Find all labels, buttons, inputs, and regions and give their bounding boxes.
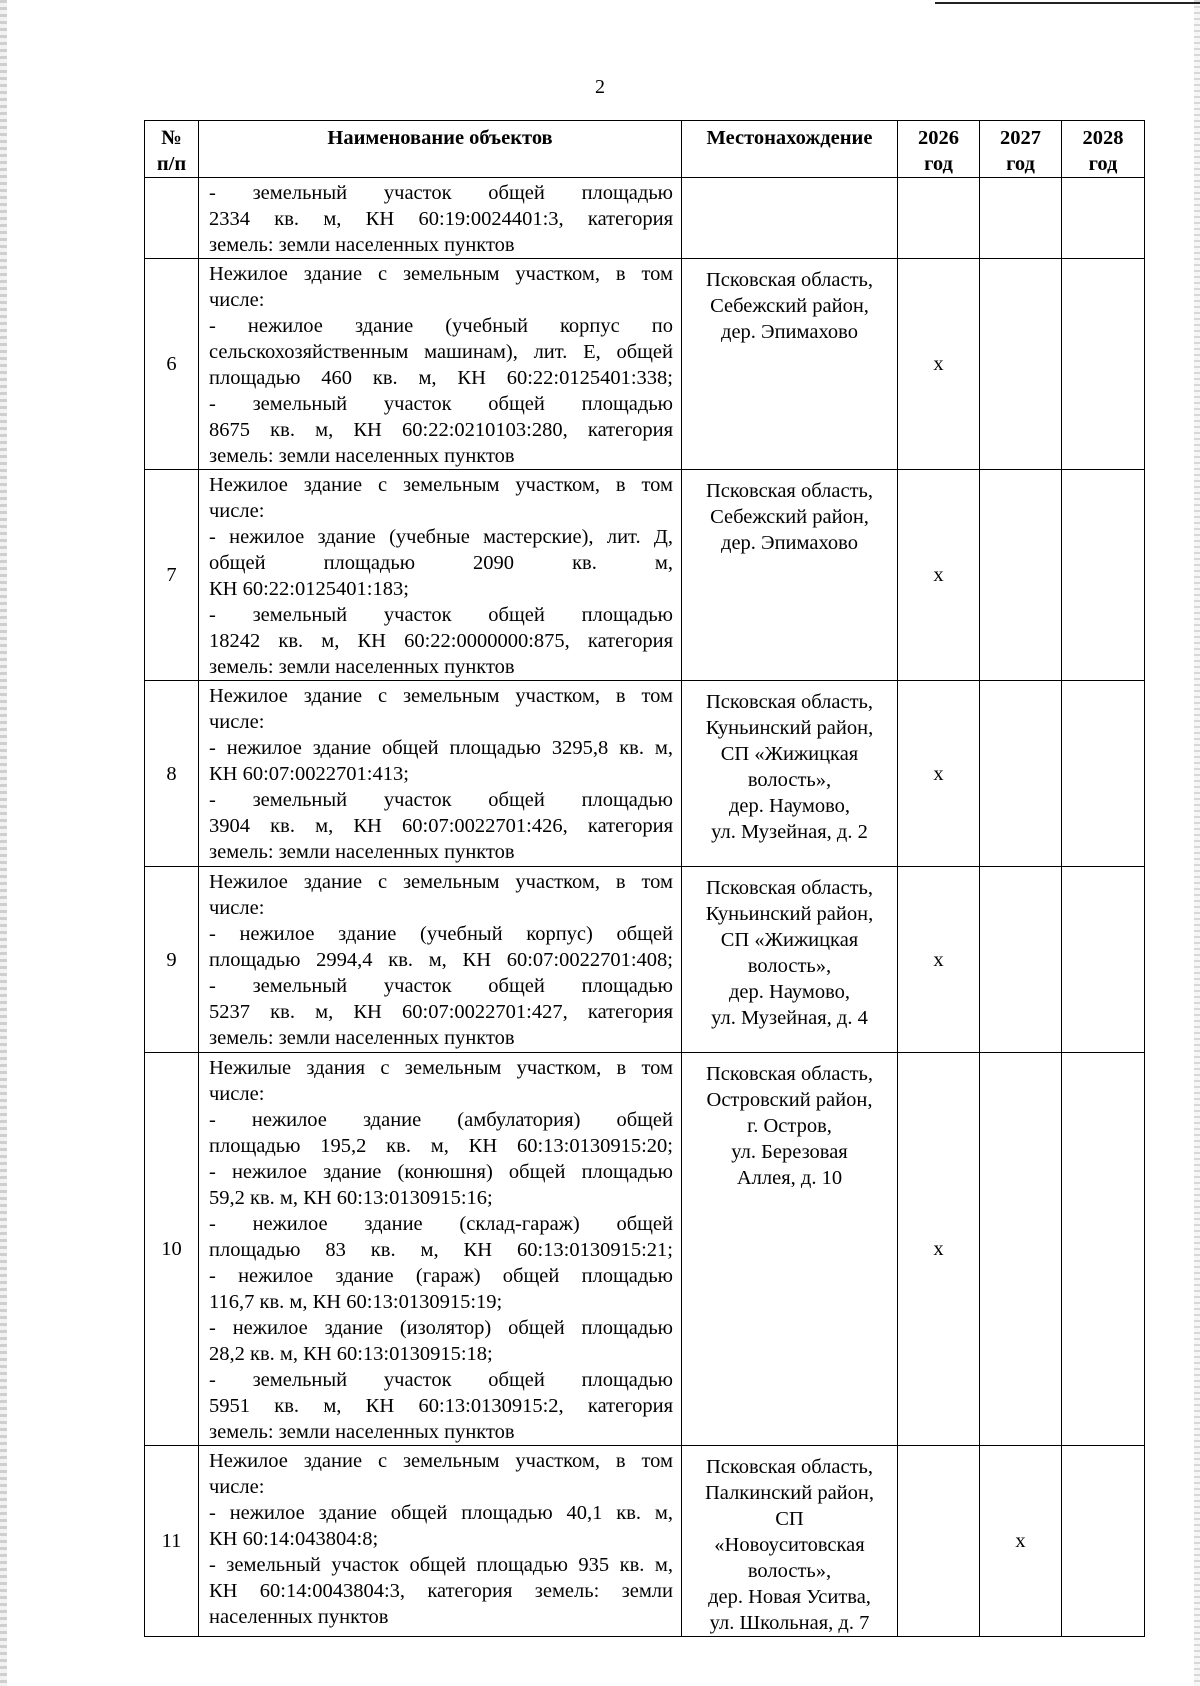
object-name-line: - нежилое здание (конюшня) общей площадью (209, 1161, 673, 1183)
object-name-line: - земельный участок общей площадью (209, 604, 673, 626)
row-number: 11 (145, 1446, 199, 1637)
table-row (145, 178, 1145, 259)
object-name (199, 178, 682, 259)
header-location: Местонахождение (682, 121, 898, 178)
year-mark-2026: x (898, 867, 980, 1053)
location-line: Псковская область, (705, 1063, 874, 1085)
object-name-line: Нежилое здание с земельным участком, в том (209, 474, 673, 496)
object-name-line: площадью 460 кв. м, КН 60:22:0125401:338; (209, 367, 673, 389)
location-line: волость», (747, 955, 832, 977)
location-line: Псковская область, (705, 877, 874, 899)
top-rule (935, 2, 1200, 4)
object-name-line: - нежилое здание (амбулатория) общей (209, 1109, 673, 1131)
object-name (199, 1053, 682, 1446)
object-name-line: общей площадью 2090 кв. м, (209, 552, 673, 574)
scan-left-edge (0, 0, 7, 1686)
object-name-line: - земельный участок общей площадью (209, 182, 673, 204)
year-mark-2028 (1062, 259, 1145, 470)
object-name-line: - нежилое здание (изолятор) общей площадью (209, 1317, 673, 1339)
location-line: Аллея, д. 10 (736, 1167, 843, 1189)
object-name (199, 681, 682, 867)
location-line: дер. Наумово, (728, 795, 850, 817)
location-line: Палкинский район, (704, 1482, 874, 1504)
object-name-line: земель: земли населенных пунктов (209, 234, 515, 256)
year-mark-2027 (980, 178, 1062, 259)
year-mark-2027: x (980, 1446, 1062, 1637)
location-line: Куньинский район, (705, 903, 874, 925)
object-name-line: площадью 83 кв. м, КН 60:13:0130915:21; (209, 1239, 673, 1261)
year-mark-2026: x (898, 470, 980, 681)
header-name: Наименование объектов (199, 121, 682, 178)
location-line: волость», (747, 769, 832, 791)
header-2027-word: год (1006, 153, 1035, 175)
header-num (145, 121, 199, 178)
object-location (682, 867, 898, 1053)
year-mark-2026: x (898, 259, 980, 470)
object-location (682, 259, 898, 470)
object-name-line: - нежилое здание (склад-гараж) общей (209, 1213, 673, 1235)
object-name-line: КН 60:14:0043804:3, категория земель: земли (209, 1580, 673, 1602)
object-name-line: площадью 2994,4 кв. м, КН 60:07:0022701:408; (209, 949, 673, 971)
location-line: Псковская область, (705, 691, 874, 713)
location-line: ул. Березовая (731, 1141, 848, 1163)
location-line: Псковская область, (705, 480, 874, 502)
location-line: Псковская область, (705, 269, 874, 291)
object-name (199, 1446, 682, 1637)
header-2028-word: год (1088, 153, 1118, 175)
location-line: дер. Эпимахово (721, 321, 858, 343)
table-row (145, 259, 1145, 470)
object-location (682, 178, 898, 259)
object-name-line: 5951 кв. м, КН 60:13:0130915:2, категория (209, 1395, 673, 1417)
object-name-line: Нежилое здание с земельным участком, в том (209, 263, 673, 285)
header-2026 (898, 121, 980, 178)
header-2028-year: 2028 (1082, 127, 1124, 149)
location-line: ул. Школьная, д. 7 (709, 1612, 870, 1634)
object-name (199, 470, 682, 681)
object-name-line: Нежилое здание с земельным участком, в том (209, 871, 673, 893)
year-mark-2028 (1062, 470, 1145, 681)
page-number: 2 (595, 76, 605, 98)
header-2026-word: год (924, 153, 953, 175)
scan-right-edge (1194, 0, 1200, 1686)
location-line: Островский район, (706, 1089, 873, 1111)
year-mark-2028 (1062, 867, 1145, 1053)
object-name-line: - нежилое здание общей площадью 40,1 кв. м, (209, 1502, 673, 1524)
object-location (682, 1053, 898, 1446)
object-name-line: населенных пунктов (209, 1606, 389, 1628)
object-name-line: 8675 кв. м, КН 60:22:0210103:280, категория (209, 419, 673, 441)
object-name-line: - нежилое здание (учебный корпус) общей (209, 923, 673, 945)
objects-table (144, 120, 1145, 1637)
object-location (682, 470, 898, 681)
object-name-line: числе: (209, 897, 265, 919)
object-name-line: земель: земли населенных пунктов (209, 656, 515, 678)
year-mark-2028 (1062, 1446, 1145, 1637)
object-name-line: числе: (209, 1476, 265, 1498)
object-name-line: КН 60:14:043804:8; (209, 1528, 379, 1550)
location-line: «Новоуситовская (714, 1534, 865, 1556)
object-name-line: - земельный участок общей площадью (209, 975, 673, 997)
object-name-line: КН 60:22:0125401:183; (209, 578, 409, 600)
year-mark-2027 (980, 867, 1062, 1053)
location-line: г. Остров, (747, 1115, 832, 1137)
location-line: ул. Музейная, д. 4 (711, 1007, 868, 1029)
object-name-line: - нежилое здание общей площадью 3295,8 кв. м, (209, 737, 673, 759)
object-name-line: Нежилые здания с земельным участком, в том (209, 1057, 673, 1079)
location-line: Себежский район, (710, 506, 869, 528)
object-name (199, 259, 682, 470)
location-line: СП «Жижицкая (720, 743, 859, 765)
object-name-line: площадью 195,2 кв. м, КН 60:13:0130915:20; (209, 1135, 673, 1157)
row-number (145, 178, 199, 259)
header-2027-year: 2027 (1000, 127, 1041, 149)
object-location (682, 1446, 898, 1637)
location-line: дер. Эпимахово (721, 532, 858, 554)
object-name-line: земель: земли населенных пунктов (209, 445, 515, 467)
header-num-line1: № (161, 127, 182, 149)
object-name-line: - земельный участок общей площадью (209, 789, 673, 811)
row-number: 7 (145, 470, 199, 681)
table-header-row (145, 121, 1145, 178)
object-name-line: числе: (209, 1083, 265, 1105)
location-line: Себежский район, (710, 295, 869, 317)
object-name-line: Нежилое здание с земельным участком, в том (209, 685, 673, 707)
object-name (199, 867, 682, 1053)
location-line: СП (775, 1508, 804, 1530)
row-number: 9 (145, 867, 199, 1053)
object-name-line: числе: (209, 500, 265, 522)
object-location (682, 681, 898, 867)
object-name-line: - нежилое здание (учебные мастерские), лит. Д, (209, 526, 673, 548)
object-name-line: сельскохозяйственным машинам), лит. Е, общей (209, 341, 673, 363)
location-line: Куньинский район, (705, 717, 874, 739)
object-name-line: 116,7 кв. м, КН 60:13:0130915:19; (209, 1291, 503, 1313)
object-name-line: земель: земли населенных пунктов (209, 1027, 515, 1049)
object-name-line: КН 60:07:0022701:413; (209, 763, 409, 785)
header-num-line2: п/п (156, 153, 187, 175)
object-name-line: земель: земли населенных пунктов (209, 1421, 515, 1443)
year-mark-2026: x (898, 1053, 980, 1446)
year-mark-2026 (898, 1446, 980, 1637)
table-row (145, 1446, 1145, 1637)
location-line: СП «Жижицкая (720, 929, 859, 951)
year-mark-2028 (1062, 681, 1145, 867)
year-mark-2027 (980, 1053, 1062, 1446)
year-mark-2026 (898, 178, 980, 259)
location-line: Псковская область, (705, 1456, 874, 1478)
object-name-line: 18242 кв. м, КН 60:22:0000000:875, категория (209, 630, 673, 652)
object-name-line: - земельный участок общей площадью (209, 393, 673, 415)
header-2026-year: 2026 (918, 127, 959, 149)
row-number: 8 (145, 681, 199, 867)
object-name-line: 5237 кв. м, КН 60:07:0022701:427, категория (209, 1001, 673, 1023)
table-row (145, 681, 1145, 867)
year-mark-2027 (980, 259, 1062, 470)
object-name-line: числе: (209, 289, 265, 311)
year-mark-2027 (980, 470, 1062, 681)
header-2027 (980, 121, 1062, 178)
location-line: дер. Наумово, (728, 981, 850, 1003)
table-body (145, 178, 1145, 1637)
object-name-line: земель: земли населенных пунктов (209, 841, 515, 863)
object-name-line: 28,2 кв. м, КН 60:13:0130915:18; (209, 1343, 493, 1365)
object-name-line: числе: (209, 711, 265, 733)
year-mark-2027 (980, 681, 1062, 867)
location-line: дер. Новая Уситва, (708, 1586, 871, 1608)
object-name-line: Нежилое здание с земельным участком, в том (209, 1450, 673, 1472)
object-name-line: 3904 кв. м, КН 60:07:0022701:426, категория (209, 815, 673, 837)
location-line: волость», (747, 1560, 832, 1582)
object-name-line: - нежилое здание (гараж) общей площадью (209, 1265, 673, 1287)
object-name-line: - нежилое здание (учебный корпус по (209, 315, 673, 337)
object-name-line: 59,2 кв. м, КН 60:13:0130915:16; (209, 1187, 493, 1209)
header-2028 (1062, 121, 1145, 178)
object-name-line: 2334 кв. м, КН 60:19:0024401:3, категория (209, 208, 673, 230)
location-line: ул. Музейная, д. 2 (711, 821, 868, 843)
table-row (145, 867, 1145, 1053)
year-mark-2028 (1062, 1053, 1145, 1446)
object-name-line: - земельный участок общей площадью (209, 1369, 673, 1391)
row-number: 10 (145, 1053, 199, 1446)
table-row (145, 1053, 1145, 1446)
table-row (145, 470, 1145, 681)
object-name-line: - земельный участок общей площадью 935 кв. м, (209, 1554, 673, 1576)
year-mark-2028 (1062, 178, 1145, 259)
year-mark-2026: x (898, 681, 980, 867)
row-number: 6 (145, 259, 199, 470)
